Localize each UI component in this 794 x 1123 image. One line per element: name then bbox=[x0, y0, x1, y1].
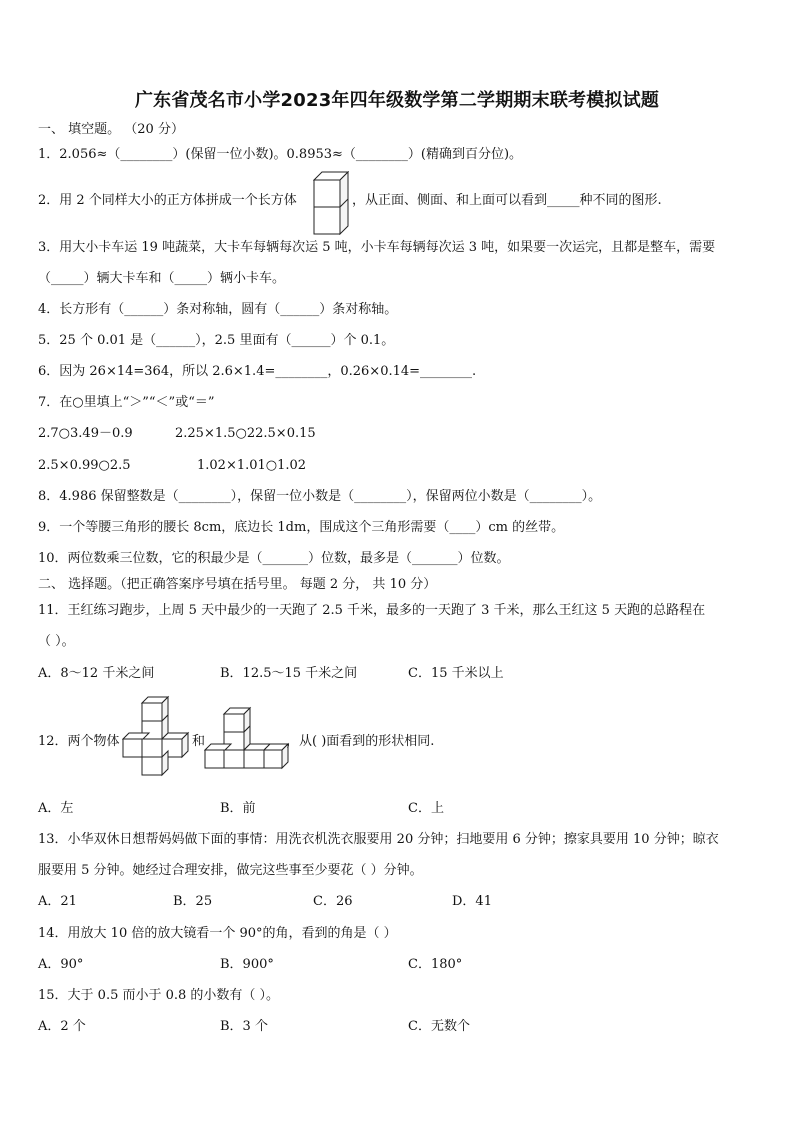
question-13-option-d: D．41 bbox=[452, 894, 492, 909]
question-8: 8．4.986 保留整数是（________），保留一位小数是（________），保留两位小数是（________）。 bbox=[38, 489, 602, 504]
question-3-line1: 3．用大小卡车运 19 吨蔬菜，大卡车每辆每次运 5 吨，小卡车每辆每次运 3 吨，如果要一次运完，且都是整车，需要 bbox=[38, 240, 716, 255]
question-7-item-4: 1.02×1.01○1.02 bbox=[197, 458, 307, 473]
question-7-item-2: 2.25×1.5○22.5×0.15 bbox=[175, 426, 316, 441]
question-13-option-b: B．25 bbox=[173, 894, 213, 909]
question-14-option-a: A．90° bbox=[38, 957, 84, 972]
question-13-line2: 服要用 5 分钟。她经过合理安排，做完这些事至少要花（ ）分钟。 bbox=[38, 863, 423, 878]
question-6: 6．因为 26×14=364，所以 2.6×1.4=________，0.26×0.14=________. bbox=[38, 364, 477, 379]
cube-stack-figure-2 bbox=[204, 704, 290, 778]
question-12-part1: 12．两个物体 bbox=[38, 734, 120, 749]
question-4: 4．长方形有（______）条对称轴，圆有（______）条对称轴。 bbox=[38, 302, 398, 317]
question-11-line2: （ ）。 bbox=[38, 634, 75, 649]
question-1: 1．2.056≈（________）(保留一位小数)。0.8953≈（________）(精确到百分位)。 bbox=[38, 147, 523, 162]
question-15-option-c: C．无数个 bbox=[408, 1019, 470, 1034]
section-heading-multiple-choice: 二、 选择题。（把正确答案序号填在括号里。 每题 2 分， 共 10 分） bbox=[38, 577, 437, 592]
question-11-option-a: A．8～12 千米之间 bbox=[38, 666, 155, 681]
question-13-option-c: C．26 bbox=[313, 894, 353, 909]
question-15-option-b: B．3 个 bbox=[220, 1019, 268, 1034]
question-14-option-b: B．900° bbox=[220, 957, 274, 972]
question-12-part3: ，从( )面看到的形状相同. bbox=[286, 734, 435, 749]
question-13-option-a: A．21 bbox=[38, 894, 77, 909]
question-15: 15．大于 0.5 而小于 0.8 的小数有（ ）。 bbox=[38, 988, 280, 1003]
question-11-line1: 11．王红练习跑步，上周 5 天中最少的一天跑了 2.5 千米，最多的一天跑了 3 千米，那么王红这 5 天跑的总路程在 bbox=[38, 603, 706, 618]
question-15-option-a: A．2 个 bbox=[38, 1019, 86, 1034]
question-14-option-c: C．180° bbox=[408, 957, 463, 972]
section-heading-fill-in: 一、 填空题。 （20 分） bbox=[38, 122, 184, 137]
question-5: 5．25 个 0.01 是（______），2.5 里面有（______）个 0.1。 bbox=[38, 333, 395, 348]
cube-stack-figure-1 bbox=[122, 695, 192, 785]
question-12-option-b: B．前 bbox=[220, 801, 256, 816]
question-13-line1: 13．小华双休日想帮妈妈做下面的事情：用洗衣机洗衣服要用 20 分钟；扫地要用 6 分钟；擦家具要用 10 分钟；晾衣 bbox=[38, 832, 719, 847]
question-12-option-a: A．左 bbox=[38, 801, 74, 816]
question-2-part1: 2．用 2 个同样大小的正方体拼成一个长方体 bbox=[38, 193, 297, 208]
question-7: 7．在○里填上“＞”“＜”或“＝” bbox=[38, 395, 215, 410]
question-14: 14．用放大 10 倍的放大镜看一个 90°的角，看到的角是（ ） bbox=[38, 926, 397, 941]
question-11-option-b: B．12.5～15 千米之间 bbox=[220, 666, 358, 681]
question-9: 9．一个等腰三角形的腰长 8cm，底边长 1dm，围成这个三角形需要（____）cm 的丝带。 bbox=[38, 520, 565, 535]
question-7-item-3: 2.5×0.99○2.5 bbox=[38, 458, 131, 473]
question-2-part2: ，从正面、侧面、和上面可以看到_____种不同的图形. bbox=[352, 193, 662, 208]
question-10: 10．两位数乘三位数，它的积最少是（_______）位数，最多是（_______）位数。 bbox=[38, 551, 510, 566]
question-11-option-c: C．15 千米以上 bbox=[408, 666, 504, 681]
question-12-option-c: C．上 bbox=[408, 801, 444, 816]
question-7-item-1: 2.7○3.49－0.9 bbox=[38, 426, 133, 441]
page-title: 广东省茂名市小学2023年四年级数学第二学期期末联考模拟试题 bbox=[134, 90, 660, 111]
cuboid-figure bbox=[313, 171, 349, 235]
question-3-line2: （_____）辆大卡车和（_____）辆小卡车。 bbox=[38, 271, 286, 286]
question-12-part2: 和 bbox=[192, 734, 206, 749]
